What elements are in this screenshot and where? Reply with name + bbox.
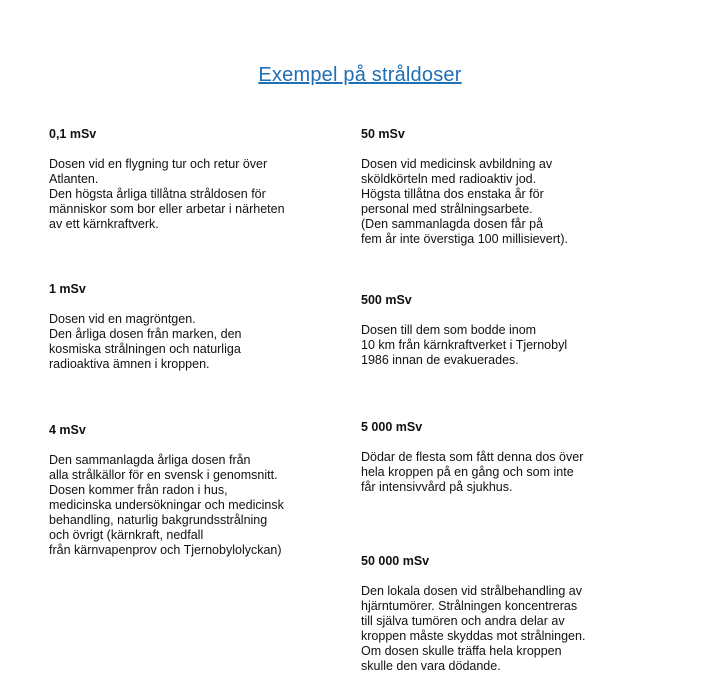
left-column xyxy=(49,112,324,573)
dose-description: Dosen vid en flygning tur och retur över Atlanten. Den högsta årliga tillåtna stråldosen för människor som bor eller arbetar i närheten av ett kärnkraftverk. xyxy=(49,157,285,231)
dose-entry xyxy=(361,539,631,689)
dose-description: Dosen till dem som bodde inom 10 km från kärnkraftverket i Tjernobyl 1986 innan de evakuerades. xyxy=(361,323,568,367)
dose-heading: 0,1 mSv xyxy=(49,127,97,141)
dose-entry xyxy=(49,408,324,573)
dose-description: Den sammanlagda årliga dosen från alla strålkällor för en svensk i genomsnitt. Dosen kommer från radon i hus, medicinska undersökningar och medicinsk behandling, naturlig bakgrundsstrålning och övrigt (kärnkraft, nedfall från kärnvapenprov och Tjernobylolyckan) xyxy=(49,453,284,557)
dose-heading: 50 000 mSv xyxy=(361,554,430,568)
dose-heading: 500 mSv xyxy=(361,293,412,307)
dose-heading: 4 mSv xyxy=(49,423,86,437)
dose-description: Dosen vid medicinsk avbildning av sköldkörteln med radioaktiv jod. Högsta tillåtna dos enstaka år för personal med strålningsarbete. (Den sammanlagda dosen får på fem år inte överstiga 100 millisievert). xyxy=(361,157,569,246)
page-title: Exempel på stråldoser xyxy=(258,64,462,86)
dose-entry xyxy=(361,405,631,510)
dose-heading: 5 000 mSv xyxy=(361,420,423,434)
dose-heading: 1 mSv xyxy=(49,282,86,296)
dose-entry xyxy=(49,112,324,247)
dose-description: Dödar de flesta som fått denna dos över hela kroppen på en gång och som inte får intensivvård på sjukhus. xyxy=(361,450,584,494)
dose-entry xyxy=(361,112,631,262)
dose-description: Dosen vid en magröntgen. Den årliga dosen från marken, den kosmiska strålningen och naturliga radioaktiva ämnen i kroppen. xyxy=(49,312,242,371)
right-column xyxy=(361,112,631,689)
dose-entry xyxy=(49,267,324,387)
dose-description: Den lokala dosen vid strålbehandling av hjärntumörer. Strålningen koncentreras till själva tumören och andra delar av kroppen måste skyddas mot strålningen. Om dosen skulle träffa hela kroppen skulle den vara dödande. xyxy=(361,584,586,673)
dose-heading: 50 mSv xyxy=(361,127,405,141)
dose-entry xyxy=(361,278,631,383)
